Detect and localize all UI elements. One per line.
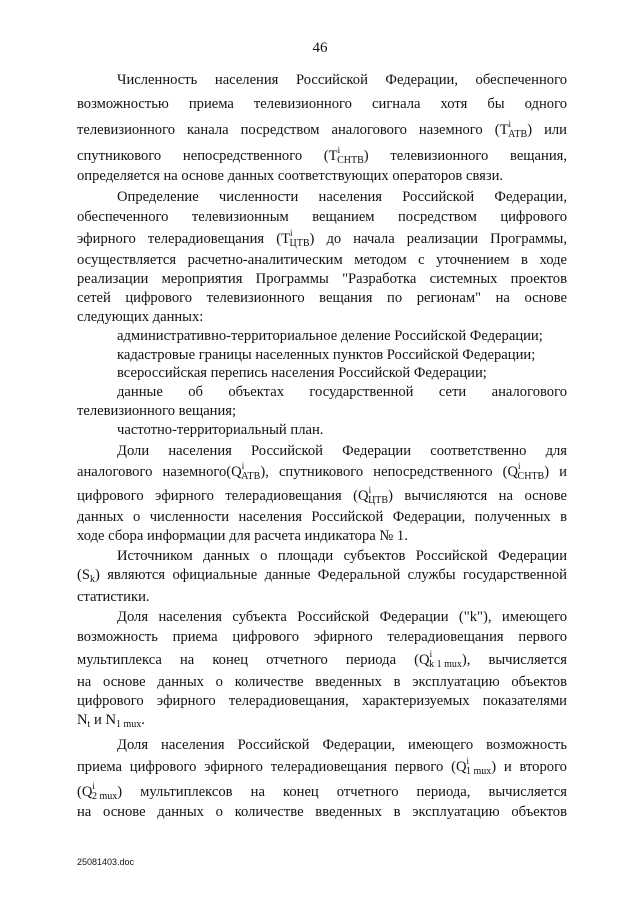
text-run: ) мультиплексов на конец отчетного периода, вычисляется [117, 784, 567, 800]
text-line [77, 713, 145, 730]
symbol-base: Q [419, 652, 430, 668]
text-run: приема цифрового эфирного телерадиовещания первого ( [77, 759, 456, 775]
text-run: и [90, 712, 106, 728]
math-symbol [82, 568, 95, 585]
text-run: . [141, 712, 145, 728]
text-run: реализации мероприятия Программы "Разработка системных проектов [77, 271, 567, 287]
text-run: ) и [544, 464, 567, 480]
text-run: Доля населения субъекта Российской Федерации ("k"), имеющего [117, 609, 567, 625]
symbol-subscript: ЦТВ [289, 238, 310, 249]
text-line [117, 738, 567, 753]
text-run: цифрового эфирного телерадиовещания ( [77, 488, 359, 504]
text-run: статистики. [77, 589, 150, 605]
text-run: телевизионного канала посредством аналогового наземного ( [77, 122, 500, 138]
text-line [117, 610, 567, 625]
text-run: возможность приема цифрового эфирного телерадиовещания первого [77, 629, 567, 645]
symbol-subscript: 1 mux [115, 719, 142, 730]
text-run: мультиплекса на конец отчетного периода ( [77, 652, 420, 668]
math-symbol [507, 462, 544, 482]
text-line [117, 348, 535, 363]
text-line [77, 272, 567, 287]
math-symbol [329, 146, 364, 166]
symbol-base: Q [81, 784, 93, 800]
text-run: Доля населения Российской Федерации, имеющего возможность [117, 737, 567, 753]
symbol-subscript: t [87, 719, 91, 730]
symbol-superscript: i [92, 781, 95, 791]
symbol-subscript: k 1 mux [429, 659, 462, 670]
text-line [77, 805, 567, 820]
symbol-superscript: i [289, 228, 293, 238]
text-line [77, 630, 567, 645]
text-run: спутникового непосредственного ( [77, 148, 329, 164]
symbol-base: Q [358, 488, 369, 504]
text-line [77, 590, 150, 605]
text-line [77, 146, 567, 166]
text-run: эфирного телерадиовещания ( [77, 231, 282, 247]
math-symbol [500, 120, 528, 140]
text-run: цифрового эфирного телерадиовещания, характеризуемых показателями [77, 693, 567, 709]
text-line [117, 366, 487, 381]
text-line [117, 329, 543, 344]
math-symbol [456, 757, 491, 777]
text-line [77, 782, 567, 802]
math-symbol [105, 713, 141, 730]
symbol-superscript: i [508, 119, 512, 129]
text-run: сетей цифрового телевизионного вещания по регионам" на основе [77, 290, 567, 306]
text-run: ), вычисляется [461, 652, 567, 668]
text-run: административно-территориальное деление Российской Федерации; [117, 328, 543, 344]
symbol-superscript: i [518, 461, 521, 471]
text-line [77, 510, 567, 525]
symbol-superscript: i [337, 145, 341, 155]
text-run: осуществляется расчетно-аналитическим методом с уточнением в ходе [77, 252, 567, 268]
symbol-superscript: i [368, 485, 372, 495]
text-line [77, 253, 567, 268]
text-run: данные об объектах государственной сети аналогового [117, 384, 567, 400]
symbol-base: N [77, 712, 88, 728]
text-run: данных о численности населения Российской Федерации, полученных в [77, 509, 567, 525]
text-run: следующих данных: [77, 309, 204, 325]
text-line [77, 568, 567, 585]
text-line [117, 190, 567, 205]
text-line [77, 757, 567, 777]
text-line [77, 210, 567, 225]
symbol-subscript: 2 mux [91, 791, 118, 802]
symbol-superscript: i [429, 649, 433, 659]
text-run: ( [77, 784, 82, 800]
text-run: на основе данных о количестве введенных в эксплуатацию объектов [77, 804, 567, 820]
text-run: ) и второго [491, 759, 567, 775]
text-line [117, 549, 567, 564]
text-run: определяется на основе данных соответствующих операторов связи. [77, 168, 504, 184]
text-line [77, 229, 567, 249]
math-symbol [82, 782, 117, 802]
symbol-subscript: АТВ [241, 471, 261, 482]
text-line [77, 404, 236, 419]
text-line [77, 462, 567, 482]
symbol-subscript: СНТВ [517, 471, 545, 482]
math-symbol [358, 486, 388, 506]
text-line [117, 423, 323, 438]
text-run: Источником данных о площади субъектов Российской Федерации [117, 548, 567, 564]
symbol-base: T [281, 231, 290, 247]
text-run: Определение численности населения Российской Федерации, [117, 189, 567, 205]
text-run: возможностью приема телевизионного сигнала хотя бы одного [77, 96, 567, 112]
text-run: ) телевизионного вещания, [363, 148, 567, 164]
text-run: на основе данных о количестве введенных в эксплуатацию объектов [77, 674, 567, 690]
text-run: частотно-территориальный план. [117, 422, 324, 438]
text-run: всероссийская перепись населения Российской Федерации; [117, 365, 487, 381]
symbol-base: T [328, 148, 338, 164]
symbol-base: Q [231, 464, 242, 480]
text-run: ходе сбора информации для расчета индикатора № 1. [77, 528, 408, 544]
text-run: ) до начала реализации Программы, [309, 231, 567, 247]
text-line [117, 444, 567, 459]
text-line [117, 385, 567, 400]
text-line [77, 486, 567, 506]
text-line [77, 694, 567, 709]
symbol-subscript: СНТВ [337, 155, 364, 166]
text-line [77, 291, 567, 306]
text-line [77, 169, 503, 184]
text-line [77, 529, 408, 544]
text-run: Численность населения Российской Федерации, обеспеченного [117, 72, 567, 88]
symbol-base: Q [455, 759, 467, 775]
symbol-base: Q [507, 464, 519, 480]
text-run: ) или [527, 122, 567, 138]
symbol-superscript: i [241, 461, 245, 471]
symbol-base: N [105, 712, 116, 728]
text-line [77, 675, 567, 690]
math-symbol [281, 229, 309, 249]
text-line [77, 650, 567, 670]
footer-filename: 25081403.doc [77, 857, 135, 867]
text-line [117, 73, 567, 88]
page-number: 46 [312, 40, 328, 56]
symbol-subscript: ЦТВ [368, 495, 389, 506]
math-symbol [231, 462, 260, 482]
text-run: ) вычисляются на основе [388, 488, 567, 504]
symbol-superscript: i [466, 756, 469, 766]
text-line [77, 97, 567, 112]
text-run: аналогового наземного( [77, 464, 232, 480]
text-run: обеспеченного телевизионным вещанием посредством цифрового [77, 209, 567, 225]
math-symbol [419, 650, 462, 670]
text-run: ( [77, 567, 82, 583]
symbol-base: S [81, 567, 90, 583]
symbol-subscript: АТВ [508, 129, 528, 140]
text-run: телевизионного вещания; [77, 403, 237, 419]
text-line [77, 120, 567, 140]
text-run: Доли населения Российской Федерации соответственно для [117, 443, 567, 459]
text-run: ) являются официальные данные Федеральной службы государственной [95, 567, 567, 583]
symbol-subscript: 1 mux [466, 766, 492, 777]
text-run: ), спутникового непосредственного ( [260, 464, 508, 480]
symbol-subscript: k [90, 574, 95, 585]
text-run: кадастровые границы населенных пунктов Российской Федерации; [117, 347, 536, 363]
text-line [77, 310, 203, 325]
symbol-base: T [499, 122, 509, 138]
math-symbol [77, 713, 90, 730]
